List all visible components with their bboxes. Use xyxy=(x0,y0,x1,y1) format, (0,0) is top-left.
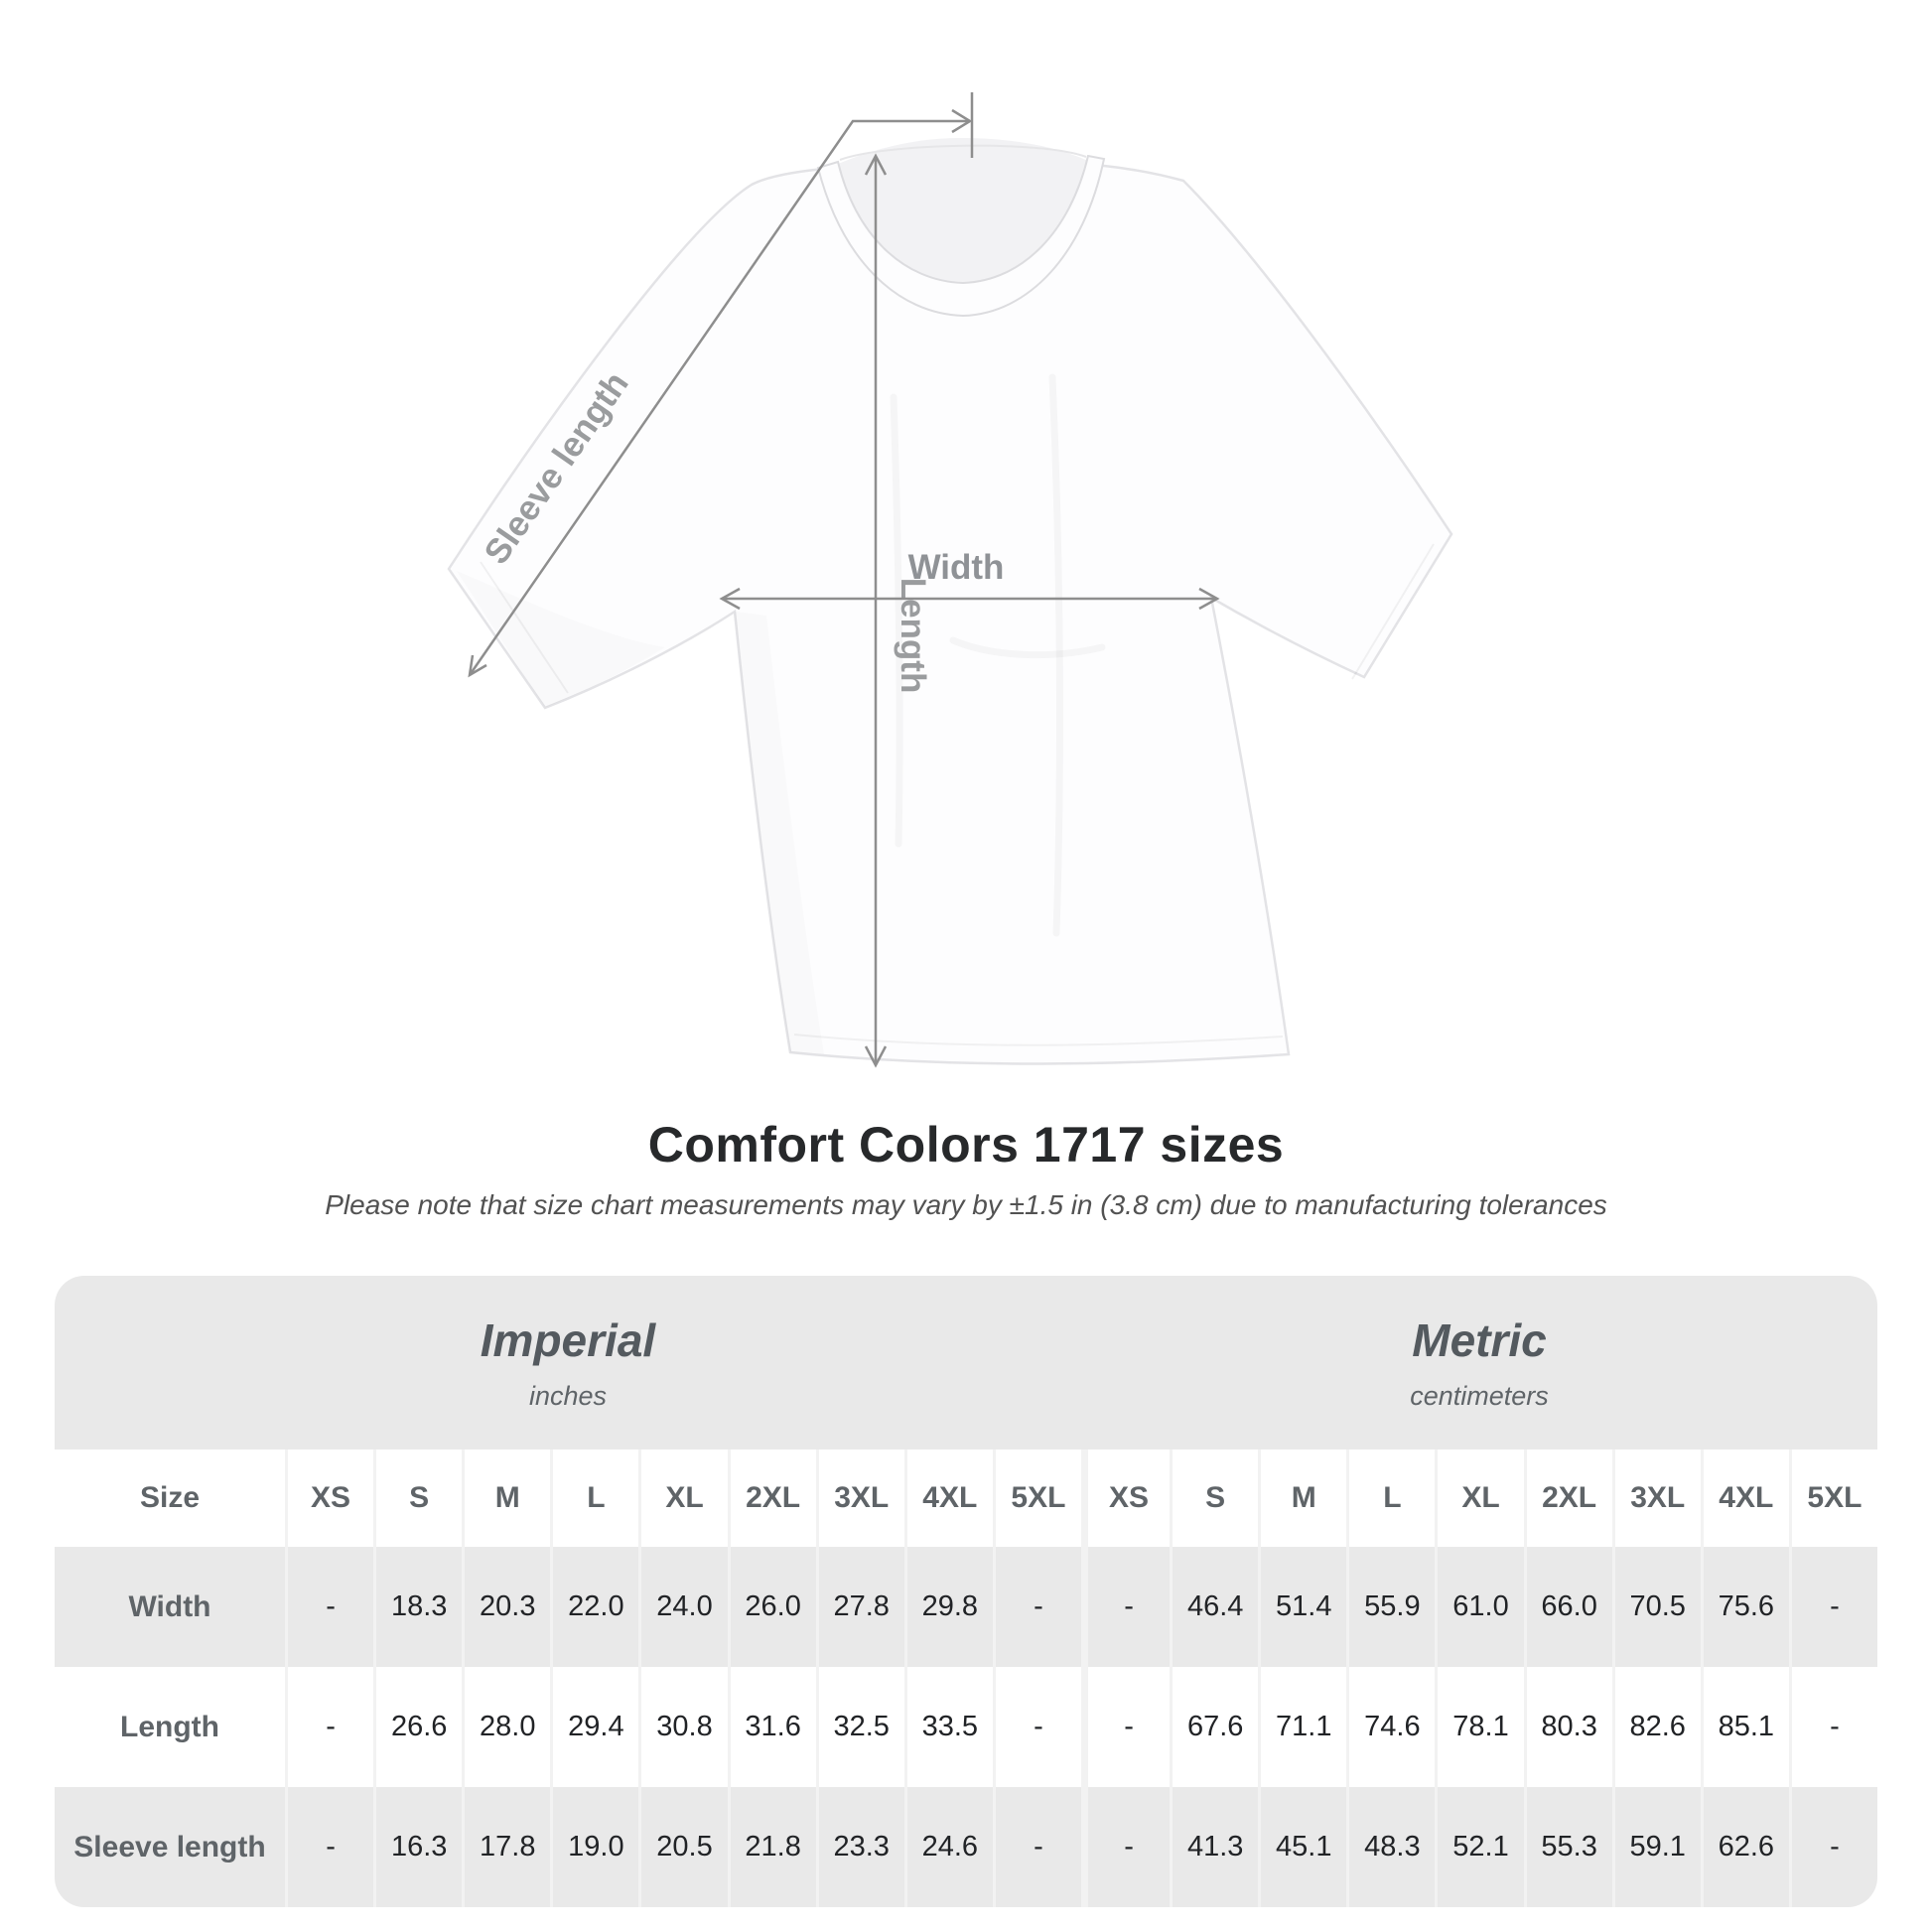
column-header-2xl-metric: 2XL xyxy=(1524,1449,1612,1547)
size-value-cell: 20.3 xyxy=(462,1547,550,1667)
size-value-cell: 46.4 xyxy=(1170,1547,1258,1667)
size-value-cell: 51.4 xyxy=(1258,1547,1346,1667)
row-label-width: Width xyxy=(55,1547,285,1667)
imperial-group xyxy=(481,1313,655,1412)
size-value-cell: - xyxy=(285,1787,373,1907)
column-header-xs-metric: XS xyxy=(1081,1449,1170,1547)
size-value-cell: 55.9 xyxy=(1346,1547,1435,1667)
size-table xyxy=(55,1276,1877,1907)
column-header-l-metric: L xyxy=(1346,1449,1435,1547)
imperial-unit: inches xyxy=(528,1381,608,1411)
size-value-cell: - xyxy=(993,1547,1081,1667)
column-header-l-imperial: L xyxy=(550,1449,638,1547)
unit-band xyxy=(55,1276,1877,1449)
size-value-cell: 71.1 xyxy=(1258,1667,1346,1787)
size-value-cell: 45.1 xyxy=(1258,1787,1346,1907)
page-title: Comfort Colors 1717 sizes xyxy=(647,1117,1285,1173)
size-grid xyxy=(55,1449,1877,1907)
size-value-cell: 59.1 xyxy=(1612,1787,1701,1907)
column-header-xl-imperial: XL xyxy=(638,1449,727,1547)
metric-section-header xyxy=(1081,1276,1877,1449)
size-value-cell: 24.0 xyxy=(638,1547,727,1667)
size-value-cell: - xyxy=(1081,1667,1170,1787)
size-value-cell: 19.0 xyxy=(550,1787,638,1907)
size-value-cell: 21.8 xyxy=(728,1787,816,1907)
size-value-cell: 55.3 xyxy=(1524,1787,1612,1907)
column-header-s-imperial: S xyxy=(373,1449,462,1547)
column-header-5xl-metric: 5XL xyxy=(1789,1449,1877,1547)
size-value-cell: 66.0 xyxy=(1524,1547,1612,1667)
size-value-cell: 31.6 xyxy=(728,1667,816,1787)
size-value-cell: 17.8 xyxy=(462,1787,550,1907)
column-header-s-metric: S xyxy=(1170,1449,1258,1547)
column-header-size: Size xyxy=(55,1449,285,1547)
size-value-cell: 29.8 xyxy=(904,1547,993,1667)
column-header-2xl-imperial: 2XL xyxy=(728,1449,816,1547)
size-value-cell: 80.3 xyxy=(1524,1667,1612,1787)
metric-label: Metric xyxy=(1412,1314,1547,1366)
column-header-5xl-imperial: 5XL xyxy=(993,1449,1081,1547)
column-header-m-metric: M xyxy=(1258,1449,1346,1547)
size-value-cell: - xyxy=(285,1667,373,1787)
column-header-3xl-imperial: 3XL xyxy=(816,1449,904,1547)
size-value-cell: 33.5 xyxy=(904,1667,993,1787)
size-value-cell: 85.1 xyxy=(1701,1667,1789,1787)
column-header-4xl-metric: 4XL xyxy=(1701,1449,1789,1547)
size-value-cell: 30.8 xyxy=(638,1667,727,1787)
size-value-cell: - xyxy=(1081,1787,1170,1907)
row-label-length: Length xyxy=(55,1667,285,1787)
size-value-cell: 28.0 xyxy=(462,1667,550,1787)
size-value-cell: - xyxy=(285,1547,373,1667)
column-header-m-imperial: M xyxy=(462,1449,550,1547)
size-value-cell: 74.6 xyxy=(1346,1667,1435,1787)
size-value-cell: 41.3 xyxy=(1170,1787,1258,1907)
size-value-cell: 16.3 xyxy=(373,1787,462,1907)
size-value-cell: - xyxy=(993,1667,1081,1787)
size-value-cell: 24.6 xyxy=(904,1787,993,1907)
size-value-cell: 52.1 xyxy=(1435,1787,1523,1907)
size-value-cell: 27.8 xyxy=(816,1547,904,1667)
column-header-3xl-metric: 3XL xyxy=(1612,1449,1701,1547)
length-label: Length xyxy=(894,577,932,694)
size-value-cell: 20.5 xyxy=(638,1787,727,1907)
row-label-sleeve-length: Sleeve length xyxy=(55,1787,285,1907)
imperial-label: Imperial xyxy=(480,1314,656,1366)
page-subtitle: Please note that size chart measurements may vary by ±1.5 in (3.8 cm) due to manufacturing tolerances xyxy=(325,1189,1607,1220)
size-value-cell: - xyxy=(1789,1667,1877,1787)
size-value-cell: 26.6 xyxy=(373,1667,462,1787)
column-header-4xl-imperial: 4XL xyxy=(904,1449,993,1547)
size-value-cell: - xyxy=(1081,1547,1170,1667)
size-value-cell: 62.6 xyxy=(1701,1787,1789,1907)
metric-group xyxy=(1410,1313,1549,1412)
column-header-xl-metric: XL xyxy=(1435,1449,1523,1547)
column-header-xs-imperial: XS xyxy=(285,1449,373,1547)
size-value-cell: 48.3 xyxy=(1346,1787,1435,1907)
sleeve-length-label: Sleeve length xyxy=(477,364,636,572)
size-value-cell: 70.5 xyxy=(1612,1547,1701,1667)
size-value-cell: - xyxy=(1789,1547,1877,1667)
size-value-cell: 29.4 xyxy=(550,1667,638,1787)
imperial-section-header xyxy=(55,1276,1081,1449)
width-label: Width xyxy=(907,548,1005,587)
size-value-cell: - xyxy=(993,1787,1081,1907)
size-value-cell: 22.0 xyxy=(550,1547,638,1667)
size-value-cell: 32.5 xyxy=(816,1667,904,1787)
size-value-cell: 61.0 xyxy=(1435,1547,1523,1667)
metric-unit: centimeters xyxy=(1410,1381,1549,1411)
size-value-cell: 78.1 xyxy=(1435,1667,1523,1787)
size-value-cell: 82.6 xyxy=(1612,1667,1701,1787)
size-value-cell: 18.3 xyxy=(373,1547,462,1667)
size-value-cell: 26.0 xyxy=(728,1547,816,1667)
tshirt-illustration xyxy=(449,138,1451,1064)
size-value-cell: 67.6 xyxy=(1170,1667,1258,1787)
size-value-cell: - xyxy=(1789,1787,1877,1907)
size-value-cell: 23.3 xyxy=(816,1787,904,1907)
size-value-cell: 75.6 xyxy=(1701,1547,1789,1667)
